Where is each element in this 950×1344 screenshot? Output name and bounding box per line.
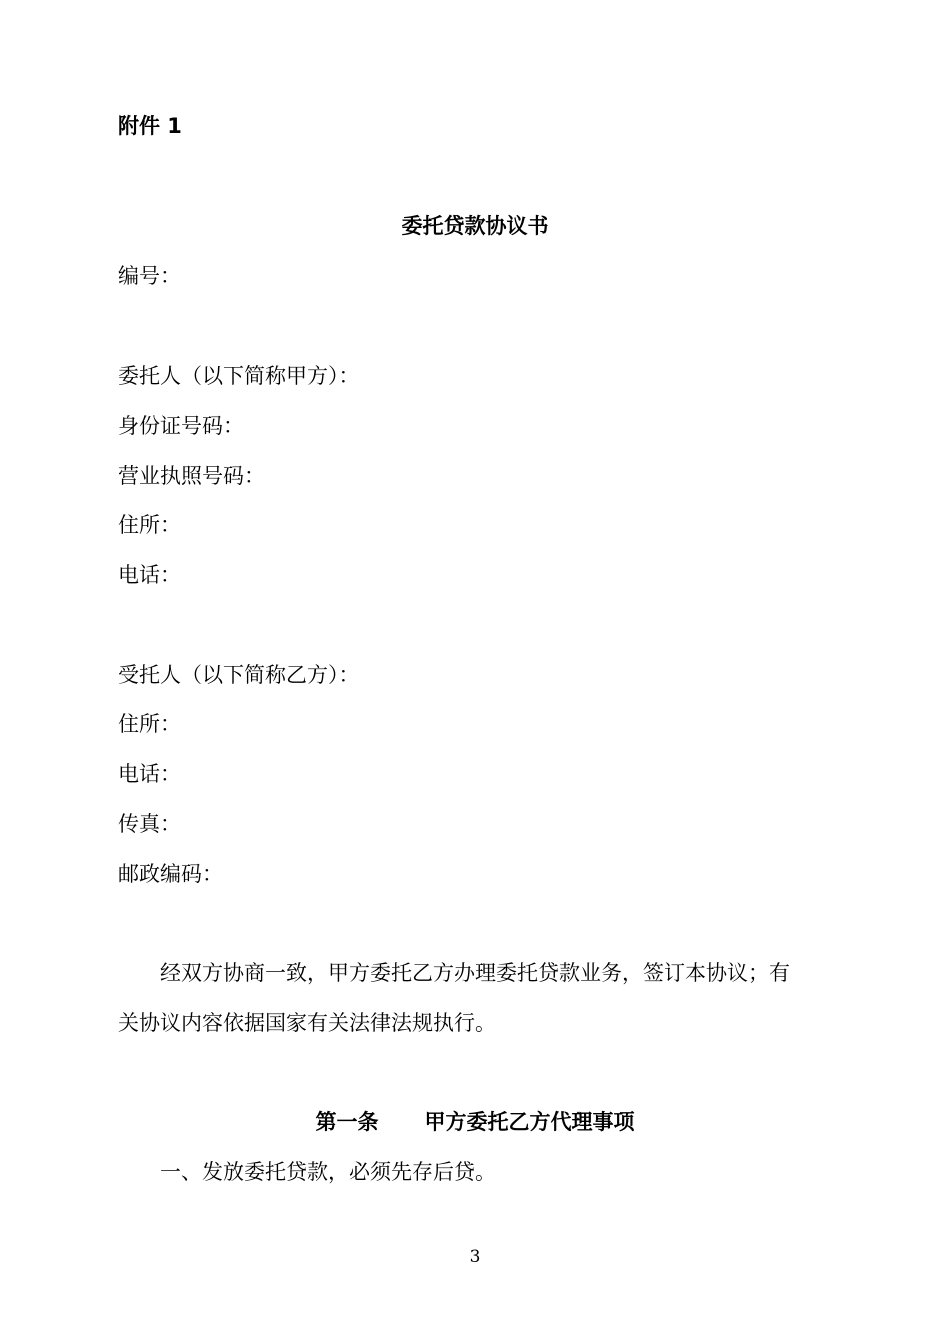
article-1-number: 第一条 xyxy=(315,1110,379,1134)
party-b-fax-label: 传真： xyxy=(118,812,181,836)
document-title: 委托贷款协议书 xyxy=(401,214,549,238)
party-b-heading: 受托人（以下简称乙方）： xyxy=(118,663,360,687)
party-b-phone-label: 电话： xyxy=(118,762,181,786)
article-1-heading xyxy=(0,1108,950,1136)
preamble-line-1: 经双方协商一致，甲方委托乙方办理委托贷款业务，签订本协议；有 xyxy=(160,961,790,985)
party-b-address-label: 住所： xyxy=(118,712,181,736)
party-a-business-license-label: 营业执照号码： xyxy=(118,464,265,488)
page-number: 3 xyxy=(469,1247,481,1267)
party-a-id-number-label: 身份证号码： xyxy=(118,414,244,438)
party-a-phone-label: 电话： xyxy=(118,563,181,587)
preamble-line-2: 关协议内容依据国家有关法律法规执行。 xyxy=(118,1011,496,1035)
article-1-item-1: 一、发放委托贷款，必须先存后贷。 xyxy=(160,1160,496,1184)
article-1-title: 甲方委托乙方代理事项 xyxy=(424,1110,635,1134)
party-a-address-label: 住所： xyxy=(118,513,181,537)
attachment-label: 附件 1 xyxy=(118,114,182,138)
party-b-postal-code-label: 邮政编码： xyxy=(118,862,223,886)
contract-number-label: 编号： xyxy=(118,264,181,288)
party-a-heading: 委托人（以下简称甲方）： xyxy=(118,364,360,388)
